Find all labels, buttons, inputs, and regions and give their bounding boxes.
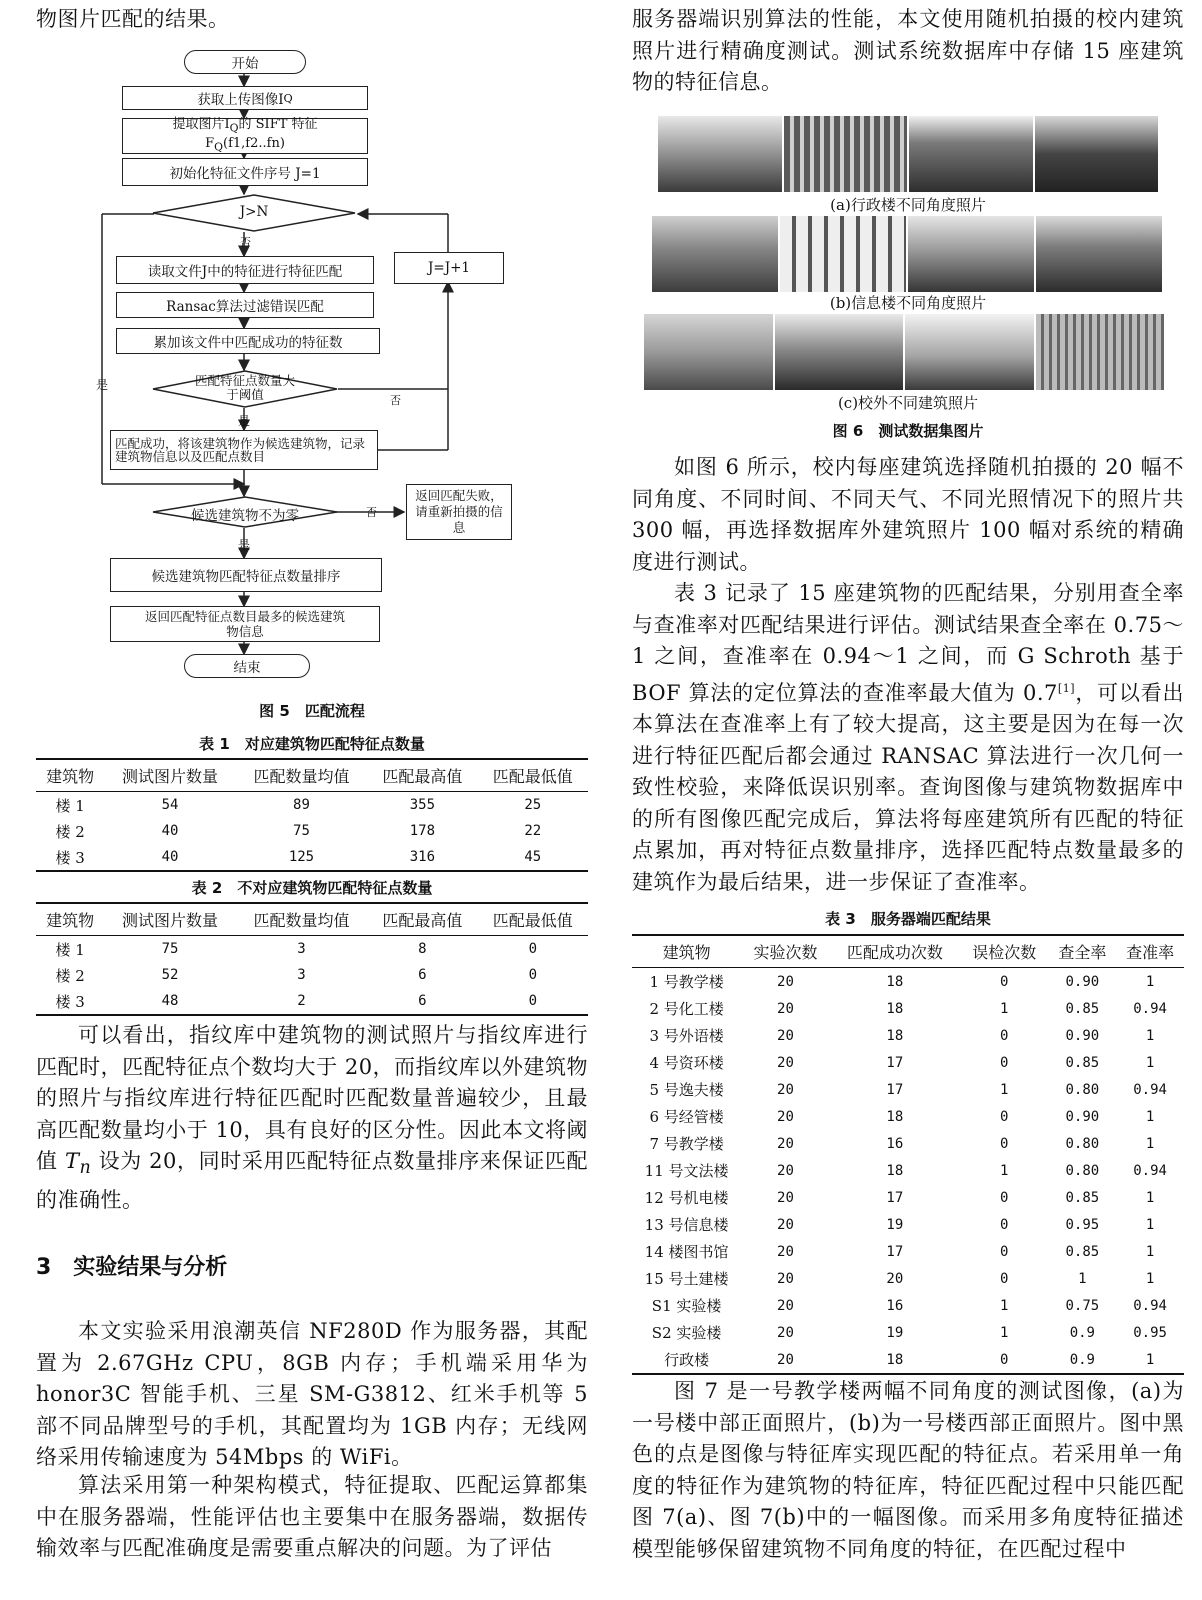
table-cell: 1 xyxy=(1145,1027,1155,1044)
table-row xyxy=(632,1238,1184,1265)
table-cell: 45 xyxy=(478,844,588,871)
table-cell: 0.85 xyxy=(1065,1054,1100,1071)
row-label: 楼 1 xyxy=(55,940,85,959)
column-header: 测试图片数量 xyxy=(104,903,235,936)
table-cell: 2 xyxy=(236,988,367,1015)
table-cell: 0.80 xyxy=(1065,1081,1100,1098)
table-cell: 1 xyxy=(1000,1081,1009,1098)
flow-fail: 返回匹配失败，请重新拍摄的信息 xyxy=(406,484,512,540)
flow-yes-label-left: 是 xyxy=(96,378,109,392)
row-label: 5 号逸夫楼 xyxy=(649,1081,724,1099)
flow-no-label-3: 否 xyxy=(366,506,377,519)
table-cell: 3 xyxy=(297,941,306,957)
figure-6b-caption: (b)信息楼不同角度照片 xyxy=(829,294,987,312)
table-cell: 355 xyxy=(409,797,436,813)
table-cell: 0 xyxy=(1000,1216,1009,1233)
table-cell: 1 xyxy=(1000,1000,1009,1017)
flow-init: 初始化特征文件序号 J=1 xyxy=(122,158,368,186)
table-cell: 0 xyxy=(1000,1189,1009,1206)
column-header: 匹配最低值 xyxy=(478,903,588,936)
table-cell: 0 xyxy=(1000,1054,1009,1071)
column-header: 建筑物 xyxy=(632,935,741,968)
table-cell: 1 xyxy=(1145,1270,1155,1287)
flow-decision-threshold-label: 匹配特征点数量大于阈值 xyxy=(194,373,295,402)
paragraph-architecture: 算法采用第一种架构模式，特征提取、匹配运算都集中在服务器端，性能评估也主要集中在服务器端，数据传输效率与匹配准确度是需要重点解决的问题。为了评估 xyxy=(36,1473,588,1560)
table-row xyxy=(36,844,588,871)
table-row xyxy=(36,818,588,844)
table-cell: 20 xyxy=(777,1135,794,1152)
table-cell: 1 xyxy=(1000,1297,1009,1314)
table-cell: 0.95 xyxy=(1065,1216,1100,1233)
table-row xyxy=(632,1184,1184,1211)
table-row xyxy=(36,988,588,1015)
table-cell: 18 xyxy=(886,1162,904,1179)
table-cell: 20 xyxy=(777,1324,794,1341)
column-header: 建筑物 xyxy=(36,903,104,936)
column-header: 匹配数量均值 xyxy=(236,903,367,936)
table-cell: 52 xyxy=(161,967,179,983)
table-cell: 0.75 xyxy=(1065,1297,1100,1314)
column-header: 查准率 xyxy=(1116,935,1184,968)
row-label: 楼 2 xyxy=(55,822,85,841)
table-cell: 20 xyxy=(777,1216,794,1233)
row-label: 4 号资环楼 xyxy=(649,1054,724,1072)
table-cell: 20 xyxy=(777,1108,794,1125)
table-cell: 89 xyxy=(293,797,310,813)
table-cell: 0.80 xyxy=(1065,1135,1100,1152)
table-cell: 19 xyxy=(886,1324,904,1341)
table-row xyxy=(36,936,588,963)
photo-row-c xyxy=(644,314,1164,390)
table-cell: 18 xyxy=(886,1027,904,1044)
photo-info-2 xyxy=(780,216,906,292)
table-row xyxy=(632,1346,1184,1374)
column-header: 匹配数量均值 xyxy=(236,759,367,792)
table-3 xyxy=(632,934,1184,1375)
flow-decision-candidate-label: 候选建筑物不为零 xyxy=(191,508,299,524)
row-label: 12 号机电楼 xyxy=(644,1189,729,1207)
table-cell: 20 xyxy=(741,1346,830,1374)
photo-info-1 xyxy=(652,216,778,292)
flow-success: 匹配成功，将该建筑物作为候选建筑物，记录建筑物信息以及匹配点数目 xyxy=(110,430,378,470)
table-cell: 20 xyxy=(777,1243,794,1260)
table-cell: 1 xyxy=(1145,1135,1155,1152)
table-cell: 17 xyxy=(886,1243,904,1260)
column-header: 匹配最高值 xyxy=(367,759,477,792)
flow-decision-jn-label: J>N xyxy=(239,204,269,220)
table-row xyxy=(632,1157,1184,1184)
table-3-caption: 表 3 服务器端匹配结果 xyxy=(825,910,991,928)
table-cell: 0 xyxy=(960,1346,1049,1374)
photo-other-2 xyxy=(775,314,904,390)
column-header: 匹配最低值 xyxy=(478,759,588,792)
table-1 xyxy=(36,758,588,872)
table-cell: 16 xyxy=(886,1297,904,1314)
flow-yes-label-2: 是 xyxy=(238,538,251,552)
table-cell: 0.90 xyxy=(1065,1108,1100,1125)
paragraph-setup: 本文实验采用浪潮英信 NF280D 作为服务器，其配置为 2.67GHz CPU，8GB 内存；手机端采用华为 honor3C 智能手机、三星 SM-G3812、红米手机等 5 部不同品牌型号的手机，其配置均为 1GB 内存；无线网络采用传输速度为 54Mbps 的 WiFi。 xyxy=(36,1319,588,1469)
table-row xyxy=(36,792,588,819)
table-cell: 48 xyxy=(104,988,235,1015)
table-cell: 0.94 xyxy=(1133,1081,1167,1098)
table-row xyxy=(632,1265,1184,1292)
figure-6a-caption: (a)行政楼不同角度照片 xyxy=(830,196,986,214)
flow-read: 读取文件J中的特征进行特征匹配 xyxy=(116,256,374,284)
table-cell: 54 xyxy=(161,797,179,813)
table-cell: 8 xyxy=(418,941,427,957)
column-header: 实验次数 xyxy=(741,935,830,968)
column-header: 匹配最高值 xyxy=(367,903,477,936)
row-label: 15 号土建楼 xyxy=(644,1270,729,1288)
table-cell: 0.90 xyxy=(1065,973,1100,990)
table-cell: 0 xyxy=(478,988,588,1015)
table-cell: 0 xyxy=(1000,1108,1009,1125)
table-cell: 6 xyxy=(367,988,477,1015)
column-header: 误检次数 xyxy=(960,935,1049,968)
table-cell: 1 xyxy=(1000,1324,1009,1341)
figure-6-caption: 图 6 测试数据集图片 xyxy=(832,422,984,440)
column-header: 匹配成功次数 xyxy=(830,935,960,968)
flow-return: 返回匹配特征点数目最多的候选建筑物信息 xyxy=(110,606,380,642)
flow-ransac: Ransac算法过滤错误匹配 xyxy=(116,292,374,318)
table-cell: 0 xyxy=(528,941,537,957)
table-cell: 125 xyxy=(236,844,367,871)
photo-info-4 xyxy=(1036,216,1162,292)
table-cell: 18 xyxy=(886,973,904,990)
table-cell: 0 xyxy=(1000,973,1009,990)
table-cell: 22 xyxy=(524,823,542,839)
figure-6 xyxy=(632,116,1184,446)
table-cell: 1 xyxy=(1145,1054,1155,1071)
row-label: 楼 3 xyxy=(36,988,104,1015)
flow-no-label-2: 否 xyxy=(390,394,401,407)
table-cell: 16 xyxy=(886,1135,904,1152)
figure-5-caption: 图 5 匹配流程 xyxy=(259,702,365,720)
photo-row-b xyxy=(652,216,1162,292)
table-cell: 0 xyxy=(1000,1243,1009,1260)
table-cell: 1 xyxy=(1116,1346,1184,1374)
table-cell: 0.9 xyxy=(1069,1324,1095,1341)
photo-admin-1 xyxy=(658,116,782,192)
table-cell: 0.85 xyxy=(1065,1243,1100,1260)
row-label: S1 实验楼 xyxy=(651,1297,722,1315)
table-cell: 316 xyxy=(367,844,477,871)
row-label: 楼 3 xyxy=(36,844,104,871)
table-cell: 0.94 xyxy=(1133,1162,1167,1179)
row-label: 3 号外语楼 xyxy=(649,1027,724,1045)
table-cell: 178 xyxy=(409,823,436,839)
photo-other-1 xyxy=(644,314,773,390)
flow-accumulate: 累加该文件中匹配成功的特征数 xyxy=(116,328,380,354)
photo-other-3 xyxy=(905,314,1034,390)
row-label: 行政楼 xyxy=(632,1346,741,1374)
table-row xyxy=(632,1076,1184,1103)
row-label: 14 楼图书馆 xyxy=(644,1243,729,1261)
table-cell: 0.80 xyxy=(1065,1162,1100,1179)
table-cell: 75 xyxy=(161,941,179,957)
table-cell: 25 xyxy=(524,797,542,813)
table-row xyxy=(632,1292,1184,1319)
table-cell: 1 xyxy=(1145,1189,1155,1206)
table-cell: 17 xyxy=(886,1081,904,1098)
table-cell: 0 xyxy=(1000,1135,1009,1152)
table-1-caption: 表 1 对应建筑物匹配特征点数量 xyxy=(199,735,425,753)
column-header: 建筑物 xyxy=(36,759,104,792)
column-header: 查全率 xyxy=(1049,935,1117,968)
photo-row-a xyxy=(658,116,1158,192)
figure-6c-caption: (c)校外不同建筑照片 xyxy=(837,394,979,412)
table-row xyxy=(632,1130,1184,1157)
photo-info-3 xyxy=(908,216,1034,292)
table-row xyxy=(632,968,1184,996)
table-2 xyxy=(36,902,588,1016)
table-row xyxy=(632,1319,1184,1346)
table-cell: 3 xyxy=(297,967,306,983)
flow-get-image: 获取上传图像I Q xyxy=(122,86,368,110)
photo-admin-4 xyxy=(1035,116,1159,192)
flow-start: 开始 xyxy=(184,50,306,74)
table-cell: 0.94 xyxy=(1133,1297,1167,1314)
flow-sift: 提取图片$I_Q$的 SIFT 特征 $F_Q(f1,f2..fn)$ xyxy=(122,118,368,154)
section-3-heading: 3 实验结果与分析 xyxy=(36,1255,228,1280)
table-cell: 1 xyxy=(1078,1270,1087,1287)
table-cell: 1 xyxy=(1145,1108,1155,1125)
flow-no-label-1: 否 xyxy=(240,236,251,249)
table-cell: 6 xyxy=(418,967,427,983)
table-cell: 17 xyxy=(886,1054,904,1071)
table-cell: 20 xyxy=(777,1081,794,1098)
table-cell: 0.94 xyxy=(1133,1000,1167,1017)
table-cell: 19 xyxy=(886,1216,904,1233)
paragraph-performance: 服务器端识别算法的性能，本文使用随机拍摄的校内建筑照片进行精确度测试。测试系统数据库中存储 15 座建筑物的特征信息。 xyxy=(632,7,1184,94)
table-row xyxy=(632,995,1184,1022)
table-row xyxy=(632,1211,1184,1238)
row-label: 1 号教学楼 xyxy=(649,973,724,991)
table-cell: 0.85 xyxy=(1065,1189,1100,1206)
row-label: 7 号教学楼 xyxy=(649,1135,724,1153)
row-label: 6 号经管楼 xyxy=(649,1108,724,1126)
table-cell: 20 xyxy=(777,1000,794,1017)
flow-sort: 候选建筑物匹配特征点数量排序 xyxy=(110,558,382,592)
table-cell: 1 xyxy=(1000,1162,1009,1179)
table-cell: 40 xyxy=(104,844,235,871)
row-label: 楼 2 xyxy=(55,966,85,985)
row-label: 楼 1 xyxy=(55,796,85,815)
table-cell: 1 xyxy=(1145,973,1155,990)
table-cell: 20 xyxy=(777,1297,794,1314)
table-2-caption: 表 2 不对应建筑物匹配特征点数量 xyxy=(191,879,433,897)
table-cell: 20 xyxy=(777,1054,794,1071)
row-label: 11 号文法楼 xyxy=(644,1162,729,1180)
table-row xyxy=(632,1103,1184,1130)
table-cell: 20 xyxy=(777,1270,794,1287)
row-label: 13 号信息楼 xyxy=(644,1216,729,1234)
table-cell: 0.85 xyxy=(1065,1000,1100,1017)
table-cell: 0 xyxy=(528,967,537,983)
table-row xyxy=(632,1049,1184,1076)
table-cell: 0.90 xyxy=(1065,1027,1100,1044)
paragraph-figure7: 图 7 是一号教学楼两幅不同角度的测试图像，(a)为一号楼中部正面照片，(b)为一号楼西部正面照片。图中黑色的点是图像与特征库实现匹配的特征点。若采用单一角度的特征作为建筑物的特征库，特征匹配过程中只能匹配图 7(a)、图 7(b)中的一幅图像。而采用多角度特征描述模型能够保留建筑物不同角度的特征，在匹配过程中 xyxy=(632,1379,1184,1561)
table-cell: 20 xyxy=(777,1162,794,1179)
table-cell: 20 xyxy=(777,973,794,990)
table-cell: 18 xyxy=(886,1000,904,1017)
flow-increment: J=J+1 xyxy=(394,252,504,284)
row-label: S2 实验楼 xyxy=(651,1324,722,1342)
table-cell: 0.95 xyxy=(1133,1324,1167,1341)
photo-admin-3 xyxy=(909,116,1033,192)
table-cell: 1 xyxy=(1145,1216,1155,1233)
column-header: 测试图片数量 xyxy=(104,759,235,792)
table-cell: 0.9 xyxy=(1049,1346,1117,1374)
intro-line: 物图片匹配的结果。 xyxy=(36,7,230,31)
paragraph-threshold: 可以看出，指纹库中建筑物的测试照片与指纹库进行匹配时，匹配特征点个数均大于 20，而指纹库以外建筑物的照片与指纹库进行特征匹配时匹配数量普遍较少，且最高匹配数量均小于 10，具有良好的区分性。因此本文将阈值 $T_n$ 设为 20，同时采用匹配特征点数量排序来保证匹配的准确性。 xyxy=(36,1023,588,1212)
table-cell: 18 xyxy=(830,1346,960,1374)
table-cell: 17 xyxy=(886,1189,904,1206)
figure-5-flowchart xyxy=(36,48,588,696)
paragraph-results: 表 3 记录了 15 座建筑物的匹配结果，分别用查全率与查准率对匹配结果进行评估。测试结果查全率在 0.75～1 之间，查准率在 0.94～1 之间，而 G Schroth 基于 BOF 算法的定位算法的查准率最大值为 0.7[1]，可以看出本算法在查准率上有了较大提高，这主要是因为在每一次进行特征匹配后都会通过 RANSAC 算法进行一次几何一致性校验，来降低误识别率。查询图像与建筑物数据库中的所有图像匹配完成后，算法将每座建筑所有匹配的特征点累加，再对特征点数量排序，选择匹配特点数量最多的建筑作为最后结果，进一步保证了查准率。 xyxy=(632,581,1185,894)
table-row xyxy=(632,1022,1184,1049)
flow-end: 结束 xyxy=(184,654,310,678)
table-cell: 20 xyxy=(777,1027,794,1044)
table-row xyxy=(36,962,588,988)
table-cell: 18 xyxy=(886,1108,904,1125)
table-cell: 0 xyxy=(1000,1027,1009,1044)
flow-yes-label-1: 是 xyxy=(238,414,251,428)
photo-other-4 xyxy=(1036,314,1165,390)
table-cell: 40 xyxy=(161,823,179,839)
table-cell: 75 xyxy=(293,823,310,839)
table-cell: 20 xyxy=(886,1270,904,1287)
paragraph-dataset: 如图 6 所示，校内每座建筑选择随机拍摄的 20 幅不同角度、不同时间、不同天气、不同光照情况下的照片共 300 幅，再选择数据库外建筑照片 100 幅对系统的精确度进行测试。 xyxy=(632,455,1184,574)
row-label: 2 号化工楼 xyxy=(649,1000,724,1018)
table-cell: 1 xyxy=(1145,1243,1155,1260)
table-cell: 20 xyxy=(777,1189,794,1206)
photo-admin-2 xyxy=(784,116,908,192)
table-cell: 0 xyxy=(1000,1270,1009,1287)
